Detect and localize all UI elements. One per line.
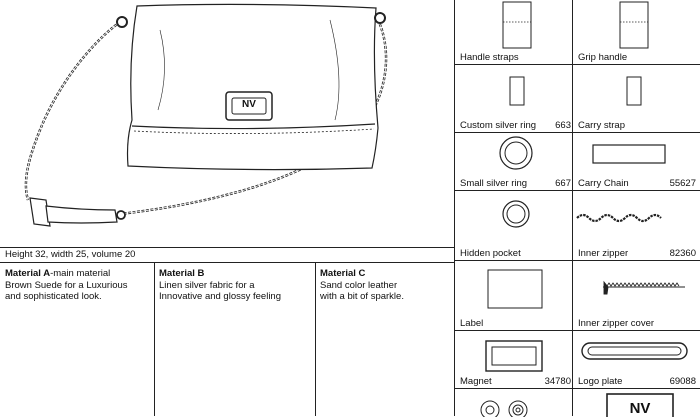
divider-material-2 — [315, 262, 316, 416]
component-code-inner-zipper: 82360 — [669, 248, 696, 259]
material-b — [159, 268, 311, 303]
ring-left-icon — [117, 17, 127, 27]
carry-strap-icon — [627, 77, 641, 105]
hidden-pocket-icon — [503, 201, 529, 227]
grip-handle-icon — [30, 198, 125, 226]
material-c — [320, 268, 452, 303]
component-label-logo-plate: Logo plate — [578, 376, 623, 387]
label-icon — [488, 270, 542, 308]
material-c-desc-2: with a bit of sparkle. — [320, 291, 404, 302]
component-label-magnet: Magnet — [460, 376, 492, 387]
bag-illustration — [0, 0, 455, 248]
carry-chain-icon — [593, 145, 665, 163]
component-label-inner-zipper: Inner zipper — [578, 248, 629, 259]
material-a-desc-2: and sophisticated look. — [5, 291, 102, 302]
component-label-small-silver-ring: Small silver ring — [460, 178, 528, 189]
divider-dimensions-bottom — [0, 262, 455, 263]
grip-handle-sketch-icon — [620, 2, 648, 48]
component-label-inner-zipper-cover: Inner zipper cover — [578, 318, 655, 329]
inner-zipper-icon — [577, 215, 661, 221]
material-a-desc-1: Brown Suede for a Luxurious — [5, 279, 128, 291]
magnet-icon — [486, 341, 542, 371]
dimensions-text: Height 32, width 25, volume 20 — [5, 249, 136, 260]
ring-right-icon — [375, 13, 385, 23]
component-code-logo-plate: 69088 — [669, 376, 696, 387]
nv-plate-text: NV — [629, 400, 651, 417]
material-b-desc-2: Innovative and glossy feeling — [159, 291, 281, 302]
divider-material-1 — [154, 262, 155, 416]
component-label-custom-silver-ring: Custom silver ring — [460, 120, 537, 131]
material-b-title: Material B — [159, 268, 205, 279]
material-b-desc-1: Linen silver fabric for a — [159, 279, 255, 291]
component-label-label: Label — [460, 318, 484, 329]
material-a-title: Material A — [5, 268, 51, 279]
component-code-small-silver-ring: 667 — [555, 178, 571, 189]
component-label-carry-chain: Carry Chain — [578, 178, 629, 189]
snap-button-icons — [481, 401, 527, 417]
material-c-desc-1: Sand color leather — [320, 279, 398, 291]
material-a — [5, 268, 151, 303]
component-code-magnet: 34780 — [544, 376, 571, 387]
custom-silver-ring-icon — [510, 77, 524, 105]
divider-dimensions-top — [0, 247, 455, 248]
material-c-title: Material C — [320, 268, 366, 279]
bag-plate-text: NV — [242, 99, 256, 110]
component-label-handle-straps: Handle straps — [460, 52, 519, 63]
component-code-custom-silver-ring: 663 — [555, 120, 571, 131]
component-code-carry-chain: 55627 — [669, 178, 696, 189]
handle-straps-icon — [503, 2, 531, 48]
bag-body — [128, 4, 379, 169]
component-label-hidden-pocket: Hidden pocket — [460, 248, 521, 259]
component-label-grip-handle: Grip handle — [578, 52, 628, 63]
material-a-suffix: -main material — [50, 268, 111, 279]
inner-zipper-cover-icon — [603, 282, 685, 294]
small-silver-ring-icon — [500, 137, 532, 169]
component-label-carry-strap: Carry strap — [578, 120, 625, 131]
logo-plate-icon — [582, 343, 687, 359]
chain-left-icon — [26, 22, 120, 200]
